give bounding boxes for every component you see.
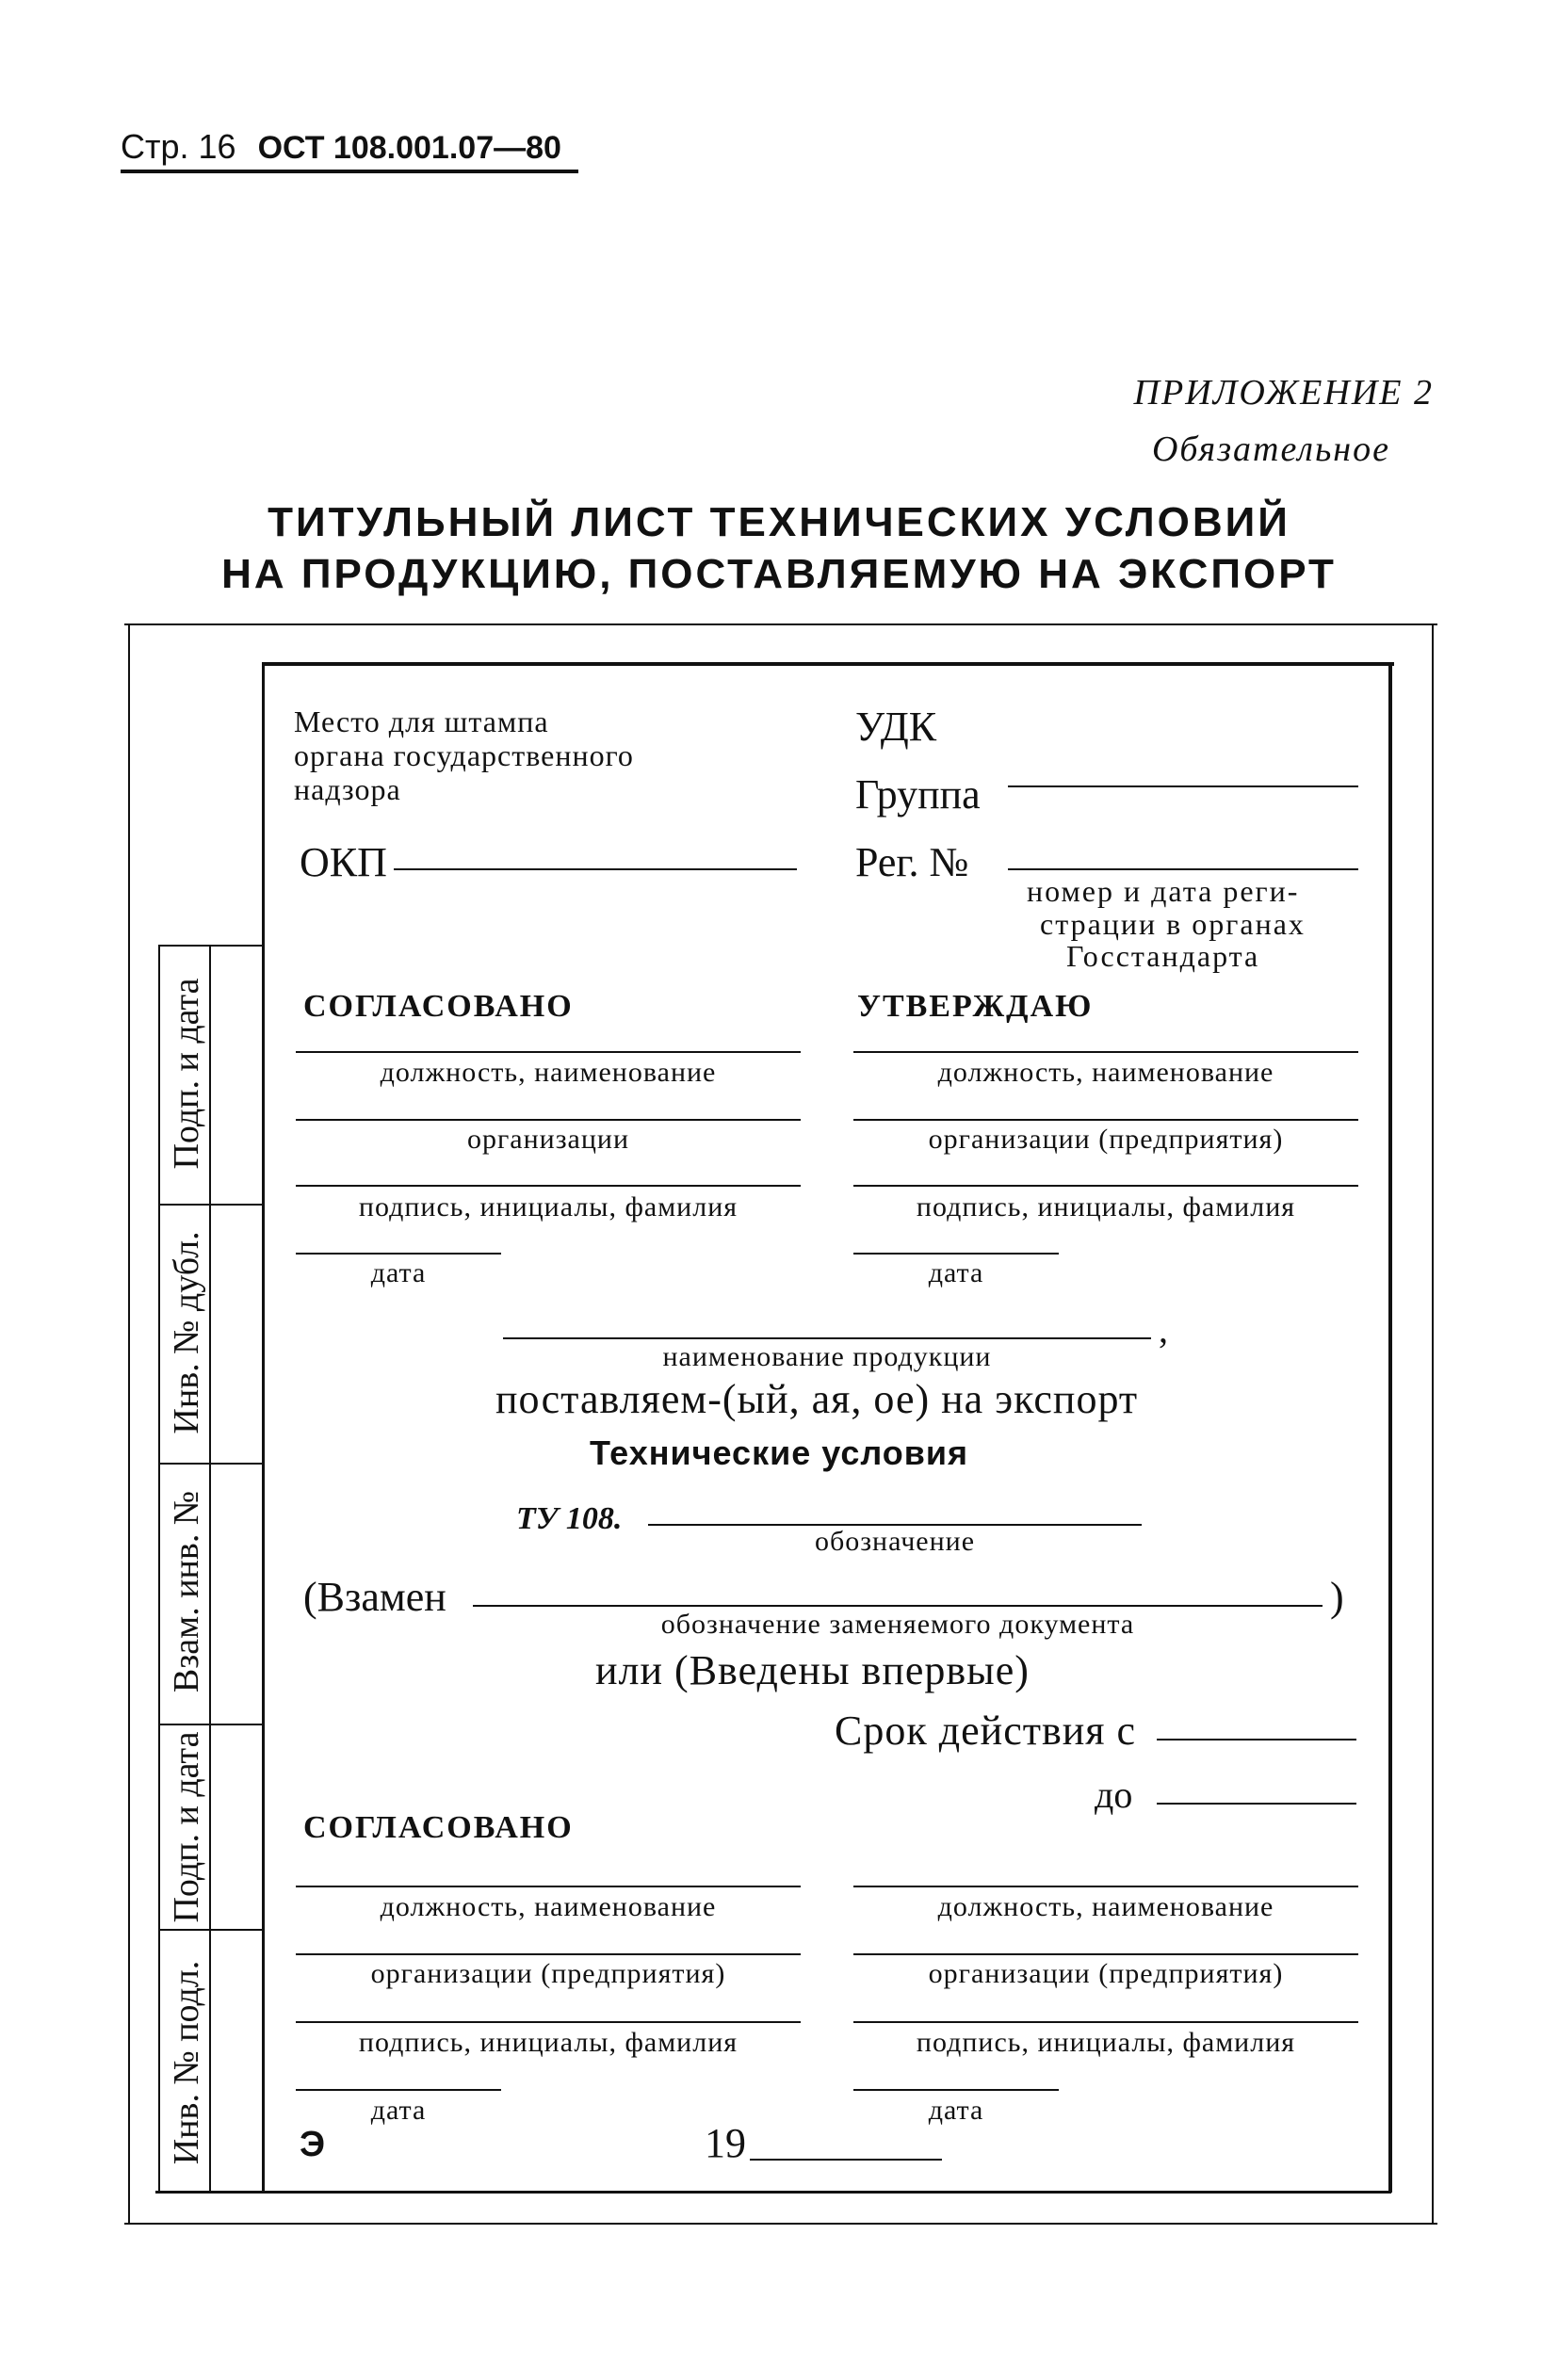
agreed-bottom-left-date-line bbox=[296, 2089, 501, 2091]
strip-top bbox=[158, 945, 264, 947]
agreed-bottom-right-date-line bbox=[853, 2089, 1059, 2091]
form-frame-left bbox=[262, 662, 265, 2193]
strip-label-podp-data-top: Подп. и дата bbox=[167, 978, 206, 1170]
group-field-line bbox=[1008, 785, 1358, 787]
approve-line-2 bbox=[853, 1119, 1358, 1121]
outer-frame-left bbox=[128, 623, 130, 2225]
strip-left-border bbox=[158, 945, 160, 2191]
validity-to-line bbox=[1157, 1803, 1356, 1805]
strip-div-1 bbox=[158, 1204, 264, 1206]
form-frame-top bbox=[264, 662, 1394, 666]
stamp-line-1: Место для штампа bbox=[294, 704, 549, 738]
strip-mid-border bbox=[209, 945, 211, 2191]
outer-frame-bottom bbox=[124, 2223, 1437, 2225]
agreed-top-heading: СОГЛАСОВАНО bbox=[303, 989, 574, 1024]
footer-letter: Э bbox=[300, 2125, 326, 2164]
stamp-line-2: органа государственного bbox=[294, 738, 634, 772]
validity-from-line bbox=[1157, 1739, 1356, 1740]
okp-label: ОКП bbox=[300, 839, 387, 885]
appendix-label: ПРИЛОЖЕНИЕ 2 bbox=[1133, 373, 1434, 413]
approve-organization: организации (предприятия) bbox=[928, 1124, 1284, 1155]
product-name-caption: наименование продукции bbox=[662, 1341, 992, 1372]
stamp-line-3: надзора bbox=[294, 772, 401, 806]
product-name-line bbox=[503, 1337, 1151, 1339]
validity-from-label: Срок действия с bbox=[835, 1708, 1137, 1754]
agreed-top-line-3 bbox=[296, 1185, 801, 1187]
strip-div-3 bbox=[158, 1724, 264, 1725]
form-frame-bottom bbox=[155, 2191, 1391, 2194]
agreed-bottom-left-date: дата bbox=[370, 2095, 427, 2126]
replace-caption: обозначение заменяемого документа bbox=[660, 1609, 1135, 1640]
appendix-status: Обязательное bbox=[1151, 429, 1390, 469]
export-line: поставляем-(ый, ая, ое) на экспорт bbox=[495, 1376, 1139, 1422]
strip-div-4 bbox=[158, 1929, 264, 1931]
agreed-bottom-right-organization: организации (предприятия) bbox=[928, 1958, 1284, 1989]
reg-note-line3: Госстандарта bbox=[1066, 939, 1260, 973]
outer-frame-right bbox=[1432, 623, 1434, 2225]
agreed-bottom-right-line-1 bbox=[853, 1886, 1358, 1887]
replace-close: ) bbox=[1330, 1574, 1344, 1620]
agreed-top-date-line bbox=[296, 1253, 501, 1255]
agreed-bottom-right-line-2 bbox=[853, 1953, 1358, 1955]
agreed-bottom-left-signature: подпись, инициалы, фамилия bbox=[358, 2027, 738, 2058]
title-line1: ТИТУЛЬНЫЙ ЛИСТ ТЕХНИЧЕСКИХ УСЛОВИЙ bbox=[268, 499, 1290, 545]
reg-field-line bbox=[1008, 868, 1358, 870]
reg-label: Рег. № bbox=[855, 839, 969, 885]
approve-line-3 bbox=[853, 1185, 1358, 1187]
agreed-bottom-left-organization: организации (предприятия) bbox=[370, 1958, 726, 1989]
group-label: Группа bbox=[855, 771, 981, 818]
footer-year-prefix: 19 bbox=[705, 2120, 746, 2166]
strip-label-podp-data-bottom: Подп. и дата bbox=[167, 1731, 206, 1923]
form-frame-right bbox=[1388, 662, 1392, 2193]
approve-date-line bbox=[853, 1253, 1059, 1255]
agreed-bottom-left-line-2 bbox=[296, 1953, 801, 1955]
agreed-top-organization: организации bbox=[466, 1124, 630, 1155]
standard-number: ОСТ 108.001.07—80 bbox=[257, 130, 561, 166]
agreed-bottom-left-line-3 bbox=[296, 2021, 801, 2023]
strip-label-inv-podl: Инв. № подл. bbox=[167, 1960, 206, 2165]
agreed-bottom-left-line-1 bbox=[296, 1886, 801, 1887]
header-underline bbox=[121, 170, 578, 173]
strip-label-vzam-inv: Взам. инв. № bbox=[167, 1490, 206, 1693]
agreed-top-line-1 bbox=[296, 1051, 801, 1053]
approve-position: должность, наименование bbox=[937, 1057, 1274, 1088]
footer-year-line bbox=[750, 2159, 942, 2161]
strip-label-inv-dubl: Инв. № дубл. bbox=[167, 1231, 206, 1434]
okp-field-line bbox=[394, 868, 797, 870]
reg-note-line2: страции в органах bbox=[1040, 907, 1306, 941]
validity-to-label: до bbox=[1095, 1773, 1133, 1816]
reg-note-line1: номер и дата реги- bbox=[1027, 874, 1300, 908]
page-header bbox=[121, 127, 561, 167]
approve-heading: УТВЕРЖДАЮ bbox=[857, 989, 1094, 1024]
agreed-bottom-right-line-3 bbox=[853, 2021, 1358, 2023]
tu-prefix: ТУ 108. bbox=[516, 1501, 623, 1536]
outer-frame-top bbox=[124, 623, 1437, 625]
approve-line-1 bbox=[853, 1051, 1358, 1053]
introduced-line: или (Введены впервые) bbox=[595, 1647, 1030, 1693]
title-line2: НА ПРОДУКЦИЮ, ПОСТАВЛЯЕМУЮ НА ЭКСПОРТ bbox=[221, 551, 1337, 597]
doc-type: Технические условия bbox=[589, 1433, 969, 1472]
replace-open: (Взамен bbox=[303, 1574, 446, 1620]
udk-label: УДК bbox=[855, 704, 937, 750]
agreed-bottom-right-position: должность, наименование bbox=[937, 1891, 1274, 1922]
agreed-bottom-heading: СОГЛАСОВАНО bbox=[303, 1810, 574, 1845]
agreed-top-position: должность, наименование bbox=[380, 1057, 717, 1088]
approve-signature: подпись, инициалы, фамилия bbox=[916, 1191, 1296, 1222]
approve-date: дата bbox=[928, 1257, 984, 1288]
page-ref: Стр. 16 bbox=[121, 127, 236, 166]
agreed-top-date: дата bbox=[370, 1257, 427, 1288]
agreed-bottom-left-position: должность, наименование bbox=[380, 1891, 717, 1922]
product-name-comma: , bbox=[1159, 1308, 1168, 1351]
agreed-top-signature: подпись, инициалы, фамилия bbox=[358, 1191, 738, 1222]
agreed-bottom-right-signature: подпись, инициалы, фамилия bbox=[916, 2027, 1296, 2058]
replace-field-line bbox=[473, 1605, 1323, 1607]
tu-caption: обозначение bbox=[814, 1526, 976, 1557]
agreed-top-line-2 bbox=[296, 1119, 801, 1121]
agreed-bottom-right-date: дата bbox=[928, 2095, 984, 2126]
